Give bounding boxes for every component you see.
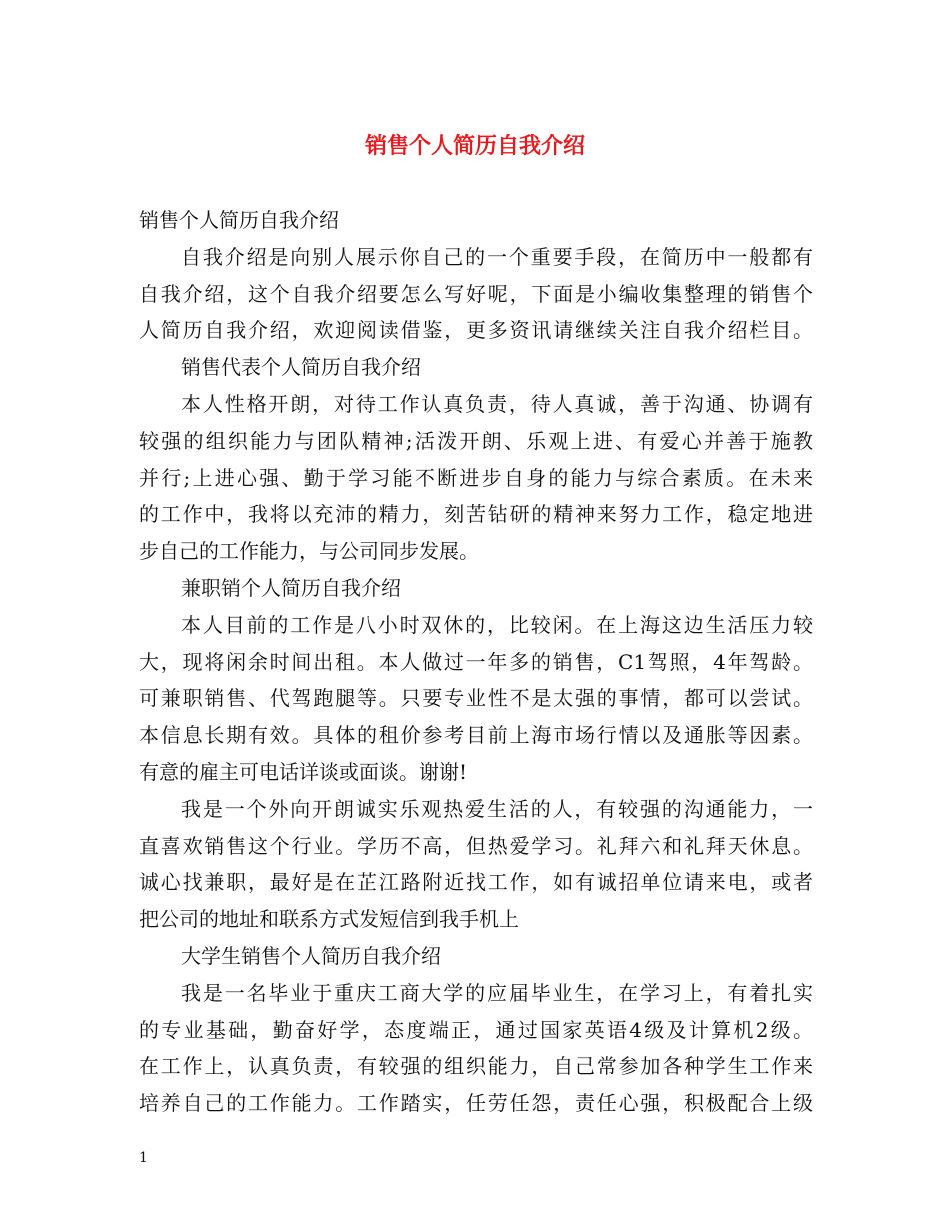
document-line: 本人性格开朗，对待工作认真负责，待人真诚，善于沟通、协调有 xyxy=(181,391,813,416)
document-line: 自我介绍，这个自我介绍要怎么写好呢，下面是小编收集整理的销售个 xyxy=(139,281,813,306)
document-line: 兼职销个人简历自我介绍 xyxy=(181,575,401,600)
page-number: 1 xyxy=(139,1150,148,1166)
document-line: 可兼职销售、代驾跑腿等。只要专业性不是太强的事情，都可以尝试。 xyxy=(139,686,813,711)
document-body xyxy=(139,202,813,1122)
document-line: 有意的雇主可电话详谈或面谈。谢谢! xyxy=(139,759,468,784)
document-line: 较强的组织能力与团队精神;活泼开朗、乐观上进、有爱心并善于施教 xyxy=(139,428,813,453)
document-line: 培养自己的工作能力。工作踏实，任劳任怨，责任心强，积极配合上级 xyxy=(139,1091,813,1116)
document-line: 步自己的工作能力，与公司同步发展。 xyxy=(139,539,479,564)
document-line: 大，现将闲余时间出租。本人做过一年多的销售，C1驾照，4年驾龄。 xyxy=(139,649,813,674)
document-line: 自我介绍是向别人展示你自己的一个重要手段，在简历中一般都有 xyxy=(181,244,813,269)
document-line: 把公司的地址和联系方式发短信到我手机上 xyxy=(139,907,519,932)
document-line: 销售个人简历自我介绍 xyxy=(139,208,339,232)
document-line: 本信息长期有效。具体的租价参考目前上海市场行情以及通胀等因素。 xyxy=(139,723,813,748)
document-line: 销售代表个人简历自我介绍 xyxy=(181,355,421,380)
document-line: 我是一名毕业于重庆工商大学的应届毕业生，在学习上，有着扎实 xyxy=(181,980,813,1005)
document-line: 我是一个外向开朗诚实乐观热爱生活的人，有较强的沟通能力，一 xyxy=(181,796,813,821)
document-line: 的工作中，我将以充沛的精力，刻苦钻研的精神来努力工作，稳定地进 xyxy=(139,502,813,527)
document-line: 并行;上进心强、勤于学习能不断进步自身的能力与综合素质。在未来 xyxy=(139,465,813,490)
document-line: 人简历自我介绍，欢迎阅读借鉴，更多资讯请继续关注自我介绍栏目。 xyxy=(139,318,813,343)
document-line: 诚心找兼职，最好是在芷江路附近找工作，如有诚招单位请来电，或者 xyxy=(139,870,813,895)
document-line: 本人目前的工作是八小时双休的，比较闲。在上海这边生活压力较 xyxy=(181,612,813,637)
document-line: 大学生销售个人简历自我介绍 xyxy=(181,943,441,968)
document-line: 的专业基础，勤奋好学，态度端正，通过国家英语4级及计算机2级。 xyxy=(139,1017,813,1042)
document-title: 销售个人简历自我介绍 xyxy=(364,133,585,159)
document-line: 直喜欢销售这个行业。学历不高，但热爱学习。礼拜六和礼拜天休息。 xyxy=(139,833,813,858)
document-line: 在工作上，认真负责，有较强的组织能力，自己常参加各种学生工作来 xyxy=(139,1054,813,1079)
